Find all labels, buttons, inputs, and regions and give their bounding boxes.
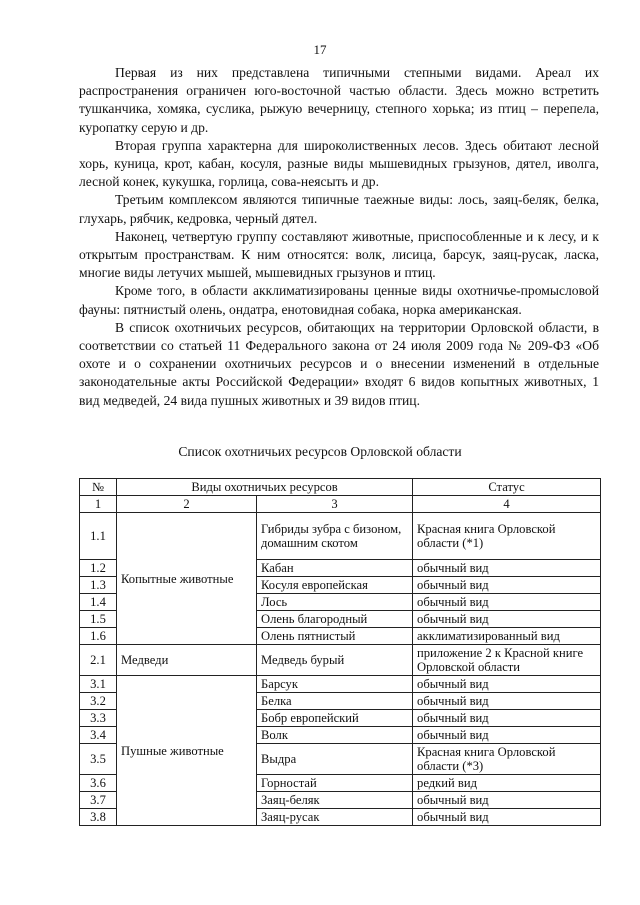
header-species: Виды охотничьих ресурсов: [117, 479, 413, 496]
header-status: Статус: [413, 479, 601, 496]
table-column-numbers-row: [80, 496, 601, 513]
species-name: Белка: [257, 693, 413, 710]
row-number: 3.4: [80, 727, 117, 744]
resources-table: [79, 478, 601, 826]
status-value: обычный вид: [413, 792, 601, 809]
status-value: акклиматизированный вид: [413, 628, 601, 645]
species-name: Косуля европейская: [257, 577, 413, 594]
table-header-row: [80, 479, 601, 496]
status-value: обычный вид: [413, 594, 601, 611]
row-number: 3.8: [80, 809, 117, 826]
row-number: 1.6: [80, 628, 117, 645]
page-number: 17: [313, 42, 327, 57]
table-row: [80, 676, 601, 693]
paragraph: Первая из них представлена типичными степными видами. Ареал их распространения ограничен юго-восточной частью области. Здесь можно встретить тушканчика, хомяка, суслика, рыжую вечерницу, степного хорька; из птиц – перепела, куропатку серую и др.: [79, 65, 599, 135]
table-caption: Список охотничьих ресурсов Орловской области: [178, 444, 462, 459]
status-value: Красная книга Орловской области (*3): [413, 744, 601, 775]
status-value: обычный вид: [413, 809, 601, 826]
row-number: 3.1: [80, 676, 117, 693]
row-number: 1.2: [80, 560, 117, 577]
table-row: [80, 513, 601, 560]
group-name: Медведи: [117, 645, 257, 676]
species-name: Горностай: [257, 775, 413, 792]
row-number: 1.4: [80, 594, 117, 611]
species-name: Волк: [257, 727, 413, 744]
species-name: Барсук: [257, 676, 413, 693]
header-no: №: [80, 479, 117, 496]
species-name: Заяц-русак: [257, 809, 413, 826]
species-name: Олень пятнистый: [257, 628, 413, 645]
status-value: обычный вид: [413, 577, 601, 594]
paragraph: В список охотничьих ресурсов, обитающих на территории Орловской области, в соответствии со статьей 11 Федерального закона от 24 июля 2009 года № 209-ФЗ «Об охоте и о сохранении охотничьих ресурсов и о внесении изменений в отдельные законодательные акты Российской Федерации» входят 6 видов копытных животных, 1 вид медведей, 24 вида пушных животных и 39 видов птиц.: [79, 319, 599, 408]
status-value: обычный вид: [413, 693, 601, 710]
column-number: 3: [257, 496, 413, 513]
row-number: 1.3: [80, 577, 117, 594]
status-value: приложение 2 к Красной книге Орловской области: [413, 645, 601, 676]
paragraph: Вторая группа характерна для широколиственных лесов. Здесь обитают лесной хорь, куница, крот, кабан, косуля, разные виды мышевидных грызунов, дятел, иволга, лесной конек, кукушка, горлица, сова-неясыть и др.: [79, 137, 599, 190]
row-number: 3.5: [80, 744, 117, 775]
paragraph: Кроме того, в области акклиматизированы ценные виды охотничье-промысловой фауны: пятнистый олень, ондатра, енотовидная собака, норка американская.: [79, 283, 599, 317]
species-name: Медведь бурый: [257, 645, 413, 676]
status-value: обычный вид: [413, 727, 601, 744]
row-number: 1.5: [80, 611, 117, 628]
column-number: 1: [80, 496, 117, 513]
status-value: обычный вид: [413, 676, 601, 693]
group-name: Пушные животные: [117, 676, 257, 826]
species-name: Заяц-беляк: [257, 792, 413, 809]
species-name: Олень благородный: [257, 611, 413, 628]
table-row: [80, 645, 601, 676]
species-name: Кабан: [257, 560, 413, 577]
species-name: Выдра: [257, 744, 413, 775]
row-number: 1.1: [80, 513, 117, 560]
status-value: обычный вид: [413, 611, 601, 628]
column-number: 4: [413, 496, 601, 513]
status-value: обычный вид: [413, 560, 601, 577]
row-number: 3.7: [80, 792, 117, 809]
column-number: 2: [117, 496, 257, 513]
species-name: Бобр европейский: [257, 710, 413, 727]
body-text: [79, 64, 599, 410]
status-value: обычный вид: [413, 710, 601, 727]
species-name: Лось: [257, 594, 413, 611]
status-value: редкий вид: [413, 775, 601, 792]
paragraph: Наконец, четвертую группу составляют животные, приспособленные и к лесу, и к открытым пространствам. К ним относятся: волк, лисица, барсук, заяц-русак, ласка, многие виды летучих мышей, мышевидных грызунов и птиц.: [79, 228, 599, 281]
status-value: Красная книга Орловской области (*1): [413, 513, 601, 560]
group-name: Копытные животные: [117, 513, 257, 645]
row-number: 3.3: [80, 710, 117, 727]
row-number: 3.2: [80, 693, 117, 710]
row-number: 3.6: [80, 775, 117, 792]
row-number: 2.1: [80, 645, 117, 676]
paragraph: Третьим комплексом являются типичные таежные виды: лось, заяц-беляк, белка, глухарь, рябчик, кедровка, черный дятел.: [79, 192, 599, 226]
species-name: Гибриды зубра с бизоном, домашним скотом: [257, 513, 413, 560]
